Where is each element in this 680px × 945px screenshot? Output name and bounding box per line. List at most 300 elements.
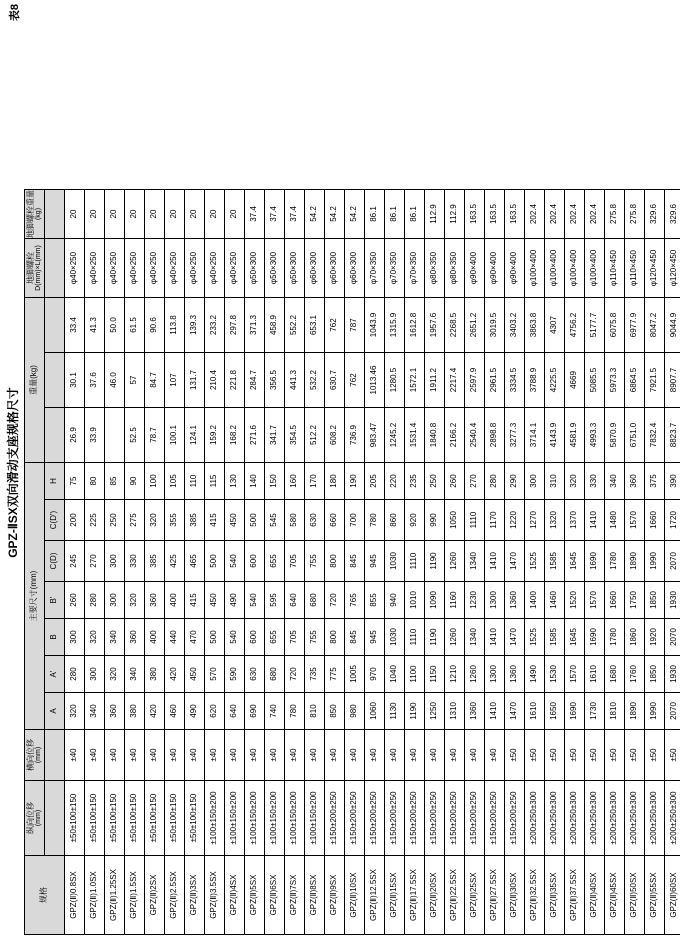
cell-weight-1: 5870.9	[605, 408, 625, 463]
cell-anchor-bolt: φ40×250	[205, 239, 225, 298]
cell-dim-cd: 1030	[385, 541, 405, 582]
cell-trans-disp: ±50	[645, 730, 665, 781]
cell-weight-1: 26.9	[65, 408, 85, 463]
table-row	[205, 190, 225, 935]
cell-dim-h: 110	[185, 463, 205, 500]
cell-weight-3: 6075.8	[605, 298, 625, 353]
cell-anchor-weight: 20	[205, 190, 225, 239]
cell-weight-1: 7832.4	[645, 408, 665, 463]
cell-dim-a-prime: 590	[225, 656, 245, 693]
cell-anchor-bolt: φ40×250	[185, 239, 205, 298]
cell-weight-3: 552.2	[285, 298, 305, 353]
cell-dim-b: 1860	[625, 619, 645, 656]
cell-anchor-bolt: φ70×350	[385, 239, 405, 298]
cell-dim-a: 640	[225, 693, 245, 730]
cell-dim-a-prime: 1490	[525, 656, 545, 693]
table-row	[665, 190, 680, 935]
cell-spec: GPZ(Ⅱ)9SX	[325, 856, 345, 935]
cell-trans-disp: ±40	[325, 730, 345, 781]
cell-weight-1: 52.5	[125, 408, 145, 463]
table-row	[145, 190, 165, 935]
cell-dim-b-prime: 280	[85, 582, 105, 619]
cell-dim-h: 340	[605, 463, 625, 500]
cell-long-disp: ±200±250±300	[645, 781, 665, 856]
cell-dim-b: 655	[265, 619, 285, 656]
cell-long-disp: ±50±100±150	[185, 781, 205, 856]
cell-spec: GPZ(Ⅱ)4SX	[225, 856, 245, 935]
cell-spec: GPZ(Ⅱ)3SX	[185, 856, 205, 935]
table-row	[65, 190, 85, 935]
cell-trans-disp: ±40	[205, 730, 225, 781]
cell-anchor-weight: 163.5	[485, 190, 505, 239]
cell-dim-h: 310	[545, 463, 565, 500]
cell-dim-b: 1585	[545, 619, 565, 656]
cell-spec: GPZ(Ⅱ)1.0SX	[85, 856, 105, 935]
cell-long-disp: ±50±100±150	[65, 781, 85, 856]
cell-dim-cd: 385	[145, 541, 165, 582]
cell-long-disp: ±100±150±200	[225, 781, 245, 856]
th-weight: 重量(kg)	[25, 298, 45, 463]
cell-spec: GPZ(Ⅱ)60SX	[665, 856, 680, 935]
cell-trans-disp: ±40	[85, 730, 105, 781]
cell-dim-a: 620	[205, 693, 225, 730]
cell-anchor-weight: 37.4	[265, 190, 285, 239]
cell-dim-cd: 1470	[505, 541, 525, 582]
cell-spec: GPZ(Ⅱ)2SX	[145, 856, 165, 935]
cell-weight-3: 1315.9	[385, 298, 405, 353]
cell-spec: GPZ(Ⅱ)8SX	[305, 856, 325, 935]
cell-spec: GPZ(Ⅱ)25SX	[465, 856, 485, 935]
th-long-disp-sub	[45, 781, 65, 856]
cell-dim-cd-prime: 450	[225, 500, 245, 541]
cell-dim-cd-prime: 860	[385, 500, 405, 541]
cell-dim-h: 130	[225, 463, 245, 500]
cell-dim-cd-prime: 1660	[645, 500, 665, 541]
table-row	[165, 190, 185, 935]
cell-weight-3: 5177.7	[585, 298, 605, 353]
cell-trans-disp: ±40	[345, 730, 365, 781]
cell-dim-a: 1470	[505, 693, 525, 730]
cell-weight-3: 4756.2	[565, 298, 585, 353]
cell-anchor-bolt: φ50×300	[245, 239, 265, 298]
cell-weight-1: 341.7	[265, 408, 285, 463]
cell-anchor-weight: 112.9	[445, 190, 465, 239]
cell-dim-h: 375	[645, 463, 665, 500]
cell-anchor-bolt: φ50×300	[285, 239, 305, 298]
cell-dim-b-prime: 1400	[525, 582, 545, 619]
header-row-2	[45, 190, 65, 935]
cell-weight-3: 1957.6	[425, 298, 445, 353]
cell-long-disp: ±200±250±300	[665, 781, 680, 856]
cell-dim-cd-prime: 500	[245, 500, 265, 541]
cell-trans-disp: ±40	[165, 730, 185, 781]
cell-dim-cd: 1690	[585, 541, 605, 582]
cell-weight-3: 4307	[545, 298, 565, 353]
cell-weight-1: 512.2	[305, 408, 325, 463]
cell-trans-disp: ±40	[265, 730, 285, 781]
cell-weight-1: 168.2	[225, 408, 245, 463]
table-row	[365, 190, 385, 935]
cell-weight-2: 3788.9	[525, 353, 545, 408]
cell-dim-a: 490	[185, 693, 205, 730]
cell-spec: GPZ(Ⅱ)30SX	[505, 856, 525, 935]
cell-dim-a-prime: 420	[165, 656, 185, 693]
cell-dim-cd-prime: 385	[185, 500, 205, 541]
cell-weight-1: 983.47	[365, 408, 385, 463]
cell-dim-cd: 655	[265, 541, 285, 582]
cell-dim-h: 220	[385, 463, 405, 500]
cell-weight-1: 159.2	[205, 408, 225, 463]
cell-dim-cd-prime: 545	[265, 500, 285, 541]
cell-weight-3: 33.4	[65, 298, 85, 353]
cell-dim-a: 1360	[465, 693, 485, 730]
cell-trans-disp: ±40	[405, 730, 425, 781]
cell-dim-cd-prime: 700	[345, 500, 365, 541]
cell-dim-cd: 1645	[565, 541, 585, 582]
cell-dim-a-prime: 735	[305, 656, 325, 693]
cell-dim-b-prime: 1520	[565, 582, 585, 619]
cell-dim-b: 360	[125, 619, 145, 656]
cell-dim-a-prime: 1570	[565, 656, 585, 693]
cell-dim-h: 170	[305, 463, 325, 500]
cell-dim-a: 1890	[625, 693, 645, 730]
cell-weight-2: 3334.5	[505, 353, 525, 408]
cell-dim-a-prime: 1850	[645, 656, 665, 693]
cell-dim-cd: 800	[325, 541, 345, 582]
cell-dim-b: 800	[325, 619, 345, 656]
cell-dim-b-prime: 1850	[645, 582, 665, 619]
cell-weight-2: 131.7	[185, 353, 205, 408]
cell-dim-b-prime: 595	[265, 582, 285, 619]
cell-spec: GPZ(Ⅱ)50SX	[625, 856, 645, 935]
cell-anchor-bolt: φ100×400	[565, 239, 585, 298]
cell-dim-a: 380	[125, 693, 145, 730]
cell-anchor-weight: 37.4	[285, 190, 305, 239]
cell-weight-1: 4581.9	[565, 408, 585, 463]
table-row	[85, 190, 105, 935]
cell-spec: GPZ(Ⅱ)17.5SX	[405, 856, 425, 935]
cell-dim-cd: 1340	[465, 541, 485, 582]
table-body	[65, 190, 680, 935]
cell-dim-a: 1650	[545, 693, 565, 730]
cell-weight-2: 2961.5	[485, 353, 505, 408]
cell-trans-disp: ±40	[125, 730, 145, 781]
cell-dim-h: 235	[405, 463, 425, 500]
cell-dim-b-prime: 1360	[505, 582, 525, 619]
cell-long-disp: ±100±150±200	[265, 781, 285, 856]
cell-dim-b: 945	[365, 619, 385, 656]
cell-long-disp: ±200±250±300	[525, 781, 545, 856]
cell-weight-2: 5085.5	[585, 353, 605, 408]
cell-trans-disp: ±40	[385, 730, 405, 781]
th-trans-disp-label: 横向位移	[25, 739, 35, 771]
cell-dim-b: 1340	[465, 619, 485, 656]
cell-anchor-bolt: φ40×250	[125, 239, 145, 298]
cell-anchor-bolt: φ60×300	[305, 239, 325, 298]
cell-dim-cd-prime: 225	[85, 500, 105, 541]
cell-anchor-weight: 275.8	[605, 190, 625, 239]
table-row	[185, 190, 205, 935]
cell-weight-1: 4993.3	[585, 408, 605, 463]
spec-table	[24, 189, 680, 935]
table-row	[585, 190, 605, 935]
cell-anchor-weight: 20	[125, 190, 145, 239]
cell-dim-b: 705	[285, 619, 305, 656]
cell-long-disp: ±150±200±250	[345, 781, 365, 856]
cell-dim-a-prime: 1610	[585, 656, 605, 693]
cell-dim-cd: 425	[165, 541, 185, 582]
cell-dim-b-prime: 1930	[665, 582, 680, 619]
cell-weight-3: 2651.2	[465, 298, 485, 353]
cell-dim-cd-prime: 1370	[565, 500, 585, 541]
cell-dim-h: 270	[465, 463, 485, 500]
cell-weight-1: 608.2	[325, 408, 345, 463]
cell-weight-1: 8823.7	[665, 408, 680, 463]
cell-dim-cd-prime: 1720	[665, 500, 680, 541]
cell-spec: GPZ(Ⅱ)20SX	[425, 856, 445, 935]
cell-anchor-weight: 86.1	[385, 190, 405, 239]
cell-weight-2: 84.7	[145, 353, 165, 408]
cell-dim-b-prime: 450	[205, 582, 225, 619]
table-row	[505, 190, 525, 935]
cell-dim-cd: 1890	[625, 541, 645, 582]
cell-anchor-bolt: φ40×250	[165, 239, 185, 298]
cell-spec: GPZ(Ⅱ)0.8SX	[65, 856, 85, 935]
table-row	[485, 190, 505, 935]
cell-anchor-weight: 329.6	[665, 190, 680, 239]
cell-dim-a-prime: 970	[365, 656, 385, 693]
cell-long-disp: ±150±200±250	[485, 781, 505, 856]
cell-trans-disp: ±50	[525, 730, 545, 781]
cell-long-disp: ±150±200±250	[505, 781, 525, 856]
cell-weight-3: 3019.5	[485, 298, 505, 353]
cell-long-disp: ±150±200±250	[385, 781, 405, 856]
cell-dim-b: 1920	[645, 619, 665, 656]
cell-anchor-weight: 329.6	[645, 190, 665, 239]
cell-dim-b: 1470	[505, 619, 525, 656]
cell-dim-b: 540	[225, 619, 245, 656]
cell-dim-cd: 845	[345, 541, 365, 582]
cell-anchor-weight: 202.4	[545, 190, 565, 239]
cell-dim-h: 260	[445, 463, 465, 500]
cell-spec: GPZ(Ⅱ)22.5SX	[445, 856, 465, 935]
cell-dim-a: 460	[165, 693, 185, 730]
cell-weight-1: 4143.9	[545, 408, 565, 463]
cell-trans-disp: ±40	[425, 730, 445, 781]
cell-anchor-weight: 20	[185, 190, 205, 239]
cell-dim-b-prime: 360	[145, 582, 165, 619]
cell-weight-2: 1013.46	[365, 353, 385, 408]
cell-dim-b-prime: 1230	[465, 582, 485, 619]
cell-weight-2: 4669	[565, 353, 585, 408]
cell-dim-b-prime: 260	[65, 582, 85, 619]
th-trans-disp	[25, 730, 45, 781]
cell-weight-2: 1911.2	[425, 353, 445, 408]
cell-trans-disp: ±50	[565, 730, 585, 781]
cell-anchor-bolt: φ90×400	[465, 239, 485, 298]
th-main-dims: 主要尺寸(mm)	[25, 463, 45, 730]
cell-long-disp: ±200±250±300	[605, 781, 625, 856]
cell-spec: GPZ(Ⅱ)15SX	[385, 856, 405, 935]
cell-weight-2: 37.6	[85, 353, 105, 408]
cell-weight-1: 78.7	[145, 408, 165, 463]
cell-anchor-weight: 54.2	[325, 190, 345, 239]
cell-dim-h: 290	[505, 463, 525, 500]
cell-anchor-bolt: φ50×300	[265, 239, 285, 298]
cell-anchor-weight: 20	[225, 190, 245, 239]
table-row	[525, 190, 545, 935]
cell-dim-h: 80	[85, 463, 105, 500]
table-row	[565, 190, 585, 935]
cell-anchor-bolt: φ90×400	[485, 239, 505, 298]
cell-long-disp: ±200±250±300	[545, 781, 565, 856]
cell-long-disp: ±150±200±250	[425, 781, 445, 856]
th-anchor-weight-label: 地脚螺栓重量	[25, 190, 35, 238]
cell-long-disp: ±50±100±150	[125, 781, 145, 856]
cell-dim-a: 1610	[525, 693, 545, 730]
cell-weight-1: 124.1	[185, 408, 205, 463]
cell-dim-h: 160	[285, 463, 305, 500]
cell-dim-b-prime: 765	[345, 582, 365, 619]
th-weight-col2	[45, 353, 65, 408]
cell-spec: GPZ(Ⅱ)37.5SX	[565, 856, 585, 935]
cell-anchor-bolt: φ110×450	[605, 239, 625, 298]
cell-dim-cd-prime: 1050	[445, 500, 465, 541]
cell-dim-a-prime: 570	[205, 656, 225, 693]
cell-long-disp: ±200±250±300	[585, 781, 605, 856]
cell-anchor-bolt: φ60×300	[325, 239, 345, 298]
cell-dim-cd-prime: 250	[105, 500, 125, 541]
cell-dim-cd: 1780	[605, 541, 625, 582]
cell-anchor-weight: 163.5	[505, 190, 525, 239]
cell-dim-a-prime: 775	[325, 656, 345, 693]
cell-dim-b: 320	[85, 619, 105, 656]
cell-dim-cd: 330	[125, 541, 145, 582]
cell-dim-cd-prime: 580	[285, 500, 305, 541]
cell-dim-a: 740	[265, 693, 285, 730]
cell-dim-h: 300	[525, 463, 545, 500]
cell-weight-3: 233.2	[205, 298, 225, 353]
cell-dim-cd-prime: 320	[145, 500, 165, 541]
cell-dim-b: 1410	[485, 619, 505, 656]
cell-weight-3: 371.3	[245, 298, 265, 353]
cell-anchor-weight: 54.2	[345, 190, 365, 239]
cell-dim-b: 1030	[385, 619, 405, 656]
cell-anchor-bolt: φ40×250	[85, 239, 105, 298]
cell-anchor-weight: 86.1	[365, 190, 385, 239]
cell-trans-disp: ±50	[625, 730, 645, 781]
cell-weight-3: 297.8	[225, 298, 245, 353]
cell-anchor-bolt: φ100×400	[585, 239, 605, 298]
cell-dim-cd-prime: 1410	[585, 500, 605, 541]
cell-spec: GPZ(Ⅱ)35SX	[545, 856, 565, 935]
cell-weight-3: 139.3	[185, 298, 205, 353]
cell-anchor-bolt: φ100×400	[545, 239, 565, 298]
cell-dim-a: 1310	[445, 693, 465, 730]
cell-dim-b-prime: 1090	[425, 582, 445, 619]
cell-dim-a: 1410	[485, 693, 505, 730]
cell-long-disp: ±50±100±150	[105, 781, 125, 856]
cell-dim-a-prime: 1930	[665, 656, 680, 693]
cell-dim-a: 1690	[565, 693, 585, 730]
cell-anchor-weight: 20	[105, 190, 125, 239]
table-row	[605, 190, 625, 935]
cell-dim-b-prime: 415	[185, 582, 205, 619]
cell-weight-3: 90.6	[145, 298, 165, 353]
cell-trans-disp: ±40	[105, 730, 125, 781]
cell-dim-h: 100	[145, 463, 165, 500]
cell-dim-a-prime: 1210	[445, 656, 465, 693]
table-row	[645, 190, 665, 935]
cell-dim-b-prime: 540	[245, 582, 265, 619]
cell-dim-h: 105	[165, 463, 185, 500]
cell-dim-h: 360	[625, 463, 645, 500]
cell-dim-b-prime: 720	[325, 582, 345, 619]
th-weight-col3	[45, 298, 65, 353]
cell-weight-3: 1043.9	[365, 298, 385, 353]
cell-weight-3: 1612.8	[405, 298, 425, 353]
cell-anchor-weight: 20	[145, 190, 165, 239]
cell-trans-disp: ±40	[245, 730, 265, 781]
cell-weight-3: 113.8	[165, 298, 185, 353]
cell-anchor-weight: 275.8	[625, 190, 645, 239]
cell-dim-h: 85	[105, 463, 125, 500]
cell-dim-b: 1260	[445, 619, 465, 656]
cell-spec: GPZ(Ⅱ)45SX	[605, 856, 625, 935]
cell-dim-b-prime: 640	[285, 582, 305, 619]
cell-weight-1: 6751.0	[625, 408, 645, 463]
cell-trans-disp: ±40	[465, 730, 485, 781]
cell-weight-1: 3714.1	[525, 408, 545, 463]
cell-anchor-weight: 20	[65, 190, 85, 239]
table-row	[465, 190, 485, 935]
cell-dim-a-prime: 1150	[425, 656, 445, 693]
cell-long-disp: ±150±200±250	[445, 781, 465, 856]
cell-long-disp: ±50±100±150	[165, 781, 185, 856]
cell-dim-a: 1190	[405, 693, 425, 730]
cell-dim-b: 1190	[425, 619, 445, 656]
th-dim-cd: C(D)	[45, 541, 65, 582]
cell-dim-h: 250	[425, 463, 445, 500]
cell-anchor-bolt: φ80×350	[445, 239, 465, 298]
th-anchor-weight-sub	[45, 190, 65, 239]
cell-anchor-bolt: φ60×300	[345, 239, 365, 298]
cell-long-disp: ±150±200±250	[465, 781, 485, 856]
cell-dim-cd-prime: 660	[325, 500, 345, 541]
cell-dim-cd: 705	[285, 541, 305, 582]
table-row	[325, 190, 345, 935]
th-long-disp-unit: (mm)	[35, 809, 43, 827]
cell-dim-a: 360	[105, 693, 125, 730]
cell-dim-a: 1730	[585, 693, 605, 730]
cell-trans-disp: ±40	[285, 730, 305, 781]
cell-anchor-bolt: φ120×450	[645, 239, 665, 298]
cell-dim-a-prime: 630	[245, 656, 265, 693]
cell-anchor-weight: 202.4	[525, 190, 545, 239]
cell-weight-1: 271.6	[245, 408, 265, 463]
table-row	[105, 190, 125, 935]
cell-weight-1: 100.1	[165, 408, 185, 463]
cell-weight-2: 356.5	[265, 353, 285, 408]
cell-long-disp: ±200±250±300	[565, 781, 585, 856]
cell-dim-cd-prime: 990	[425, 500, 445, 541]
cell-long-disp: ±100±150±200	[305, 781, 325, 856]
cell-dim-b-prime: 855	[365, 582, 385, 619]
cell-anchor-bolt: φ40×250	[105, 239, 125, 298]
cell-dim-b: 755	[305, 619, 325, 656]
cell-dim-cd-prime: 920	[405, 500, 425, 541]
cell-dim-h: 140	[245, 463, 265, 500]
